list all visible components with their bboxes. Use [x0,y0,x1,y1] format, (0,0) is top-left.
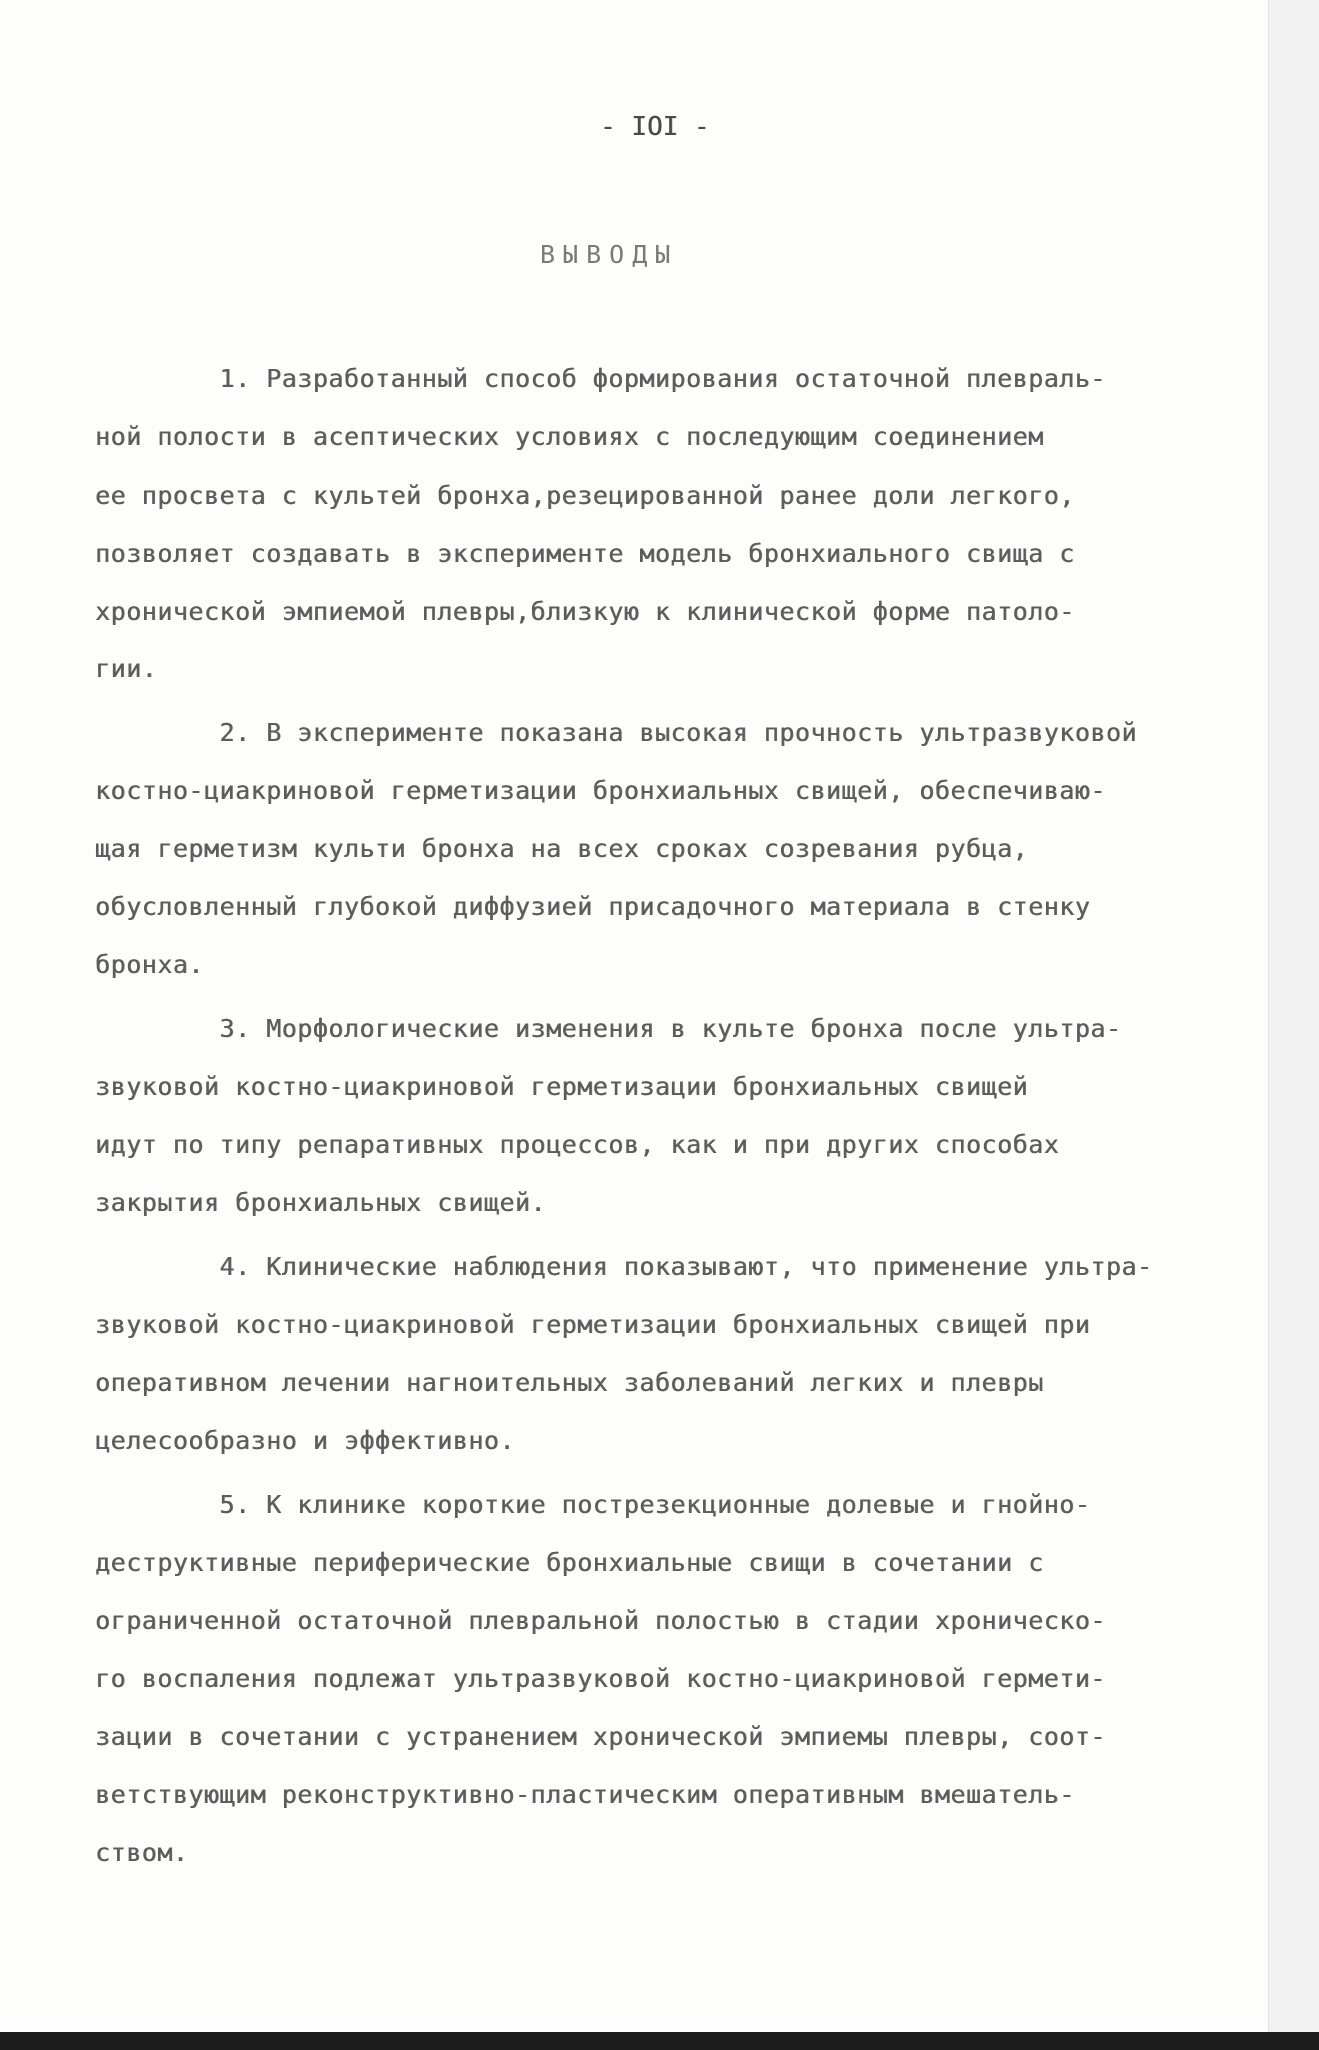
text-line: позволяет создавать в эксперименте модель бронхиального свища с [95,539,1075,568]
text-line: ограниченной остаточной плевральной полостью в стадии хроническо- [95,1606,1106,1635]
scan-edge-right [1268,0,1319,2050]
text-line: идут по типу репаративных процессов, как и при других способах [95,1130,1060,1159]
text-line: 1. Разработанный способ формирования остаточной плевраль- [95,364,1106,393]
text-line: деструктивные периферические бронхиальные свищи в сочетании с [95,1548,1044,1577]
text-line: щая герметизм культи бронха на всех сроках созревания рубца, [95,834,1029,863]
text-line: го воспаления подлежат ультразвуковой костно-циакриновой гермети- [95,1664,1106,1693]
section-heading: ВЫВОДЫ [540,240,679,269]
text-line: 2. В эксперименте показана высокая прочность ультразвуковой [95,718,1137,747]
text-line: ной полости в асептических условиях с последующим соединением [95,422,1044,451]
text-line: звуковой костно-циакриновой герметизации бронхиальных свищей при [95,1310,1091,1339]
text-line: бронха. [95,950,204,979]
text-line: звуковой костно-циакриновой герметизации бронхиальных свищей [95,1072,1029,1101]
text-line: хронической эмпиемой плевры,близкую к клинической форме патоло- [95,597,1075,626]
text-line: обусловленный глубокой диффузией присадочного материала в стенку [95,892,1091,921]
scan-edge-bottom [0,2032,1319,2050]
text-line: закрытия бронхиальных свищей. [95,1188,546,1217]
text-line: целесообразно и эффективно. [95,1426,515,1455]
page-number: - IOI - [600,112,710,142]
text-line: ством. [95,1838,189,1867]
text-line: ветствующим реконструктивно-пластическим оперативным вмешатель- [95,1780,1075,1809]
text-line: 5. К клинике короткие пострезекционные долевые и гнойно- [95,1490,1091,1519]
text-line: 4. Клинические наблюдения показывают, что применение ультра- [95,1252,1153,1281]
text-line: оперативном лечении нагноительных заболеваний легких и плевры [95,1368,1044,1397]
text-line: гии. [95,654,158,683]
text-line: костно-циакриновой герметизации бронхиальных свищей, обеспечиваю- [95,776,1106,805]
text-line: зации в сочетании с устранением хронической эмпиемы плевры, соот- [95,1722,1106,1751]
text-line: 3. Морфологические изменения в культе бронха после ультра- [95,1014,1122,1043]
text-line: ее просвета с культей бронха,резецированной ранее доли легкого, [95,481,1075,510]
